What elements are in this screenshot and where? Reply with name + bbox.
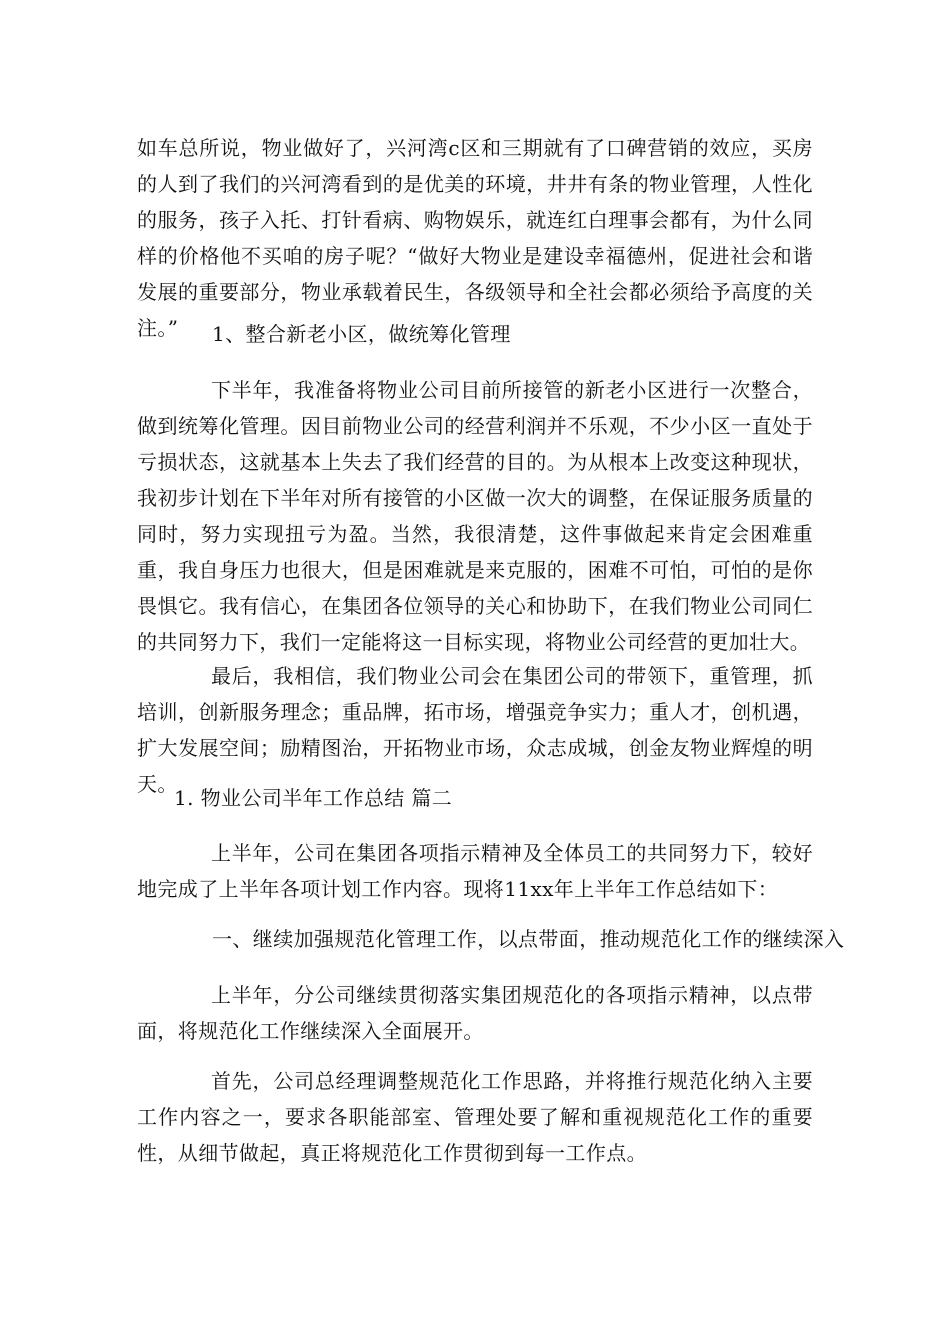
article-title-part-two: 1. 物业公司半年工作总结 篇二 [174, 786, 453, 810]
paragraph-first-half-summary: 上半年，公司在集团各项指示精神及全体员工的共同努力下，较好地完成了上半年各项计划工作内容。现将11xx年上半年工作总结如下： [137, 841, 813, 901]
paragraph-first-step: 首先，公司总经理调整规范化工作思路，并将推行规范化纳入主要工作内容之一，要求各职能部室、管理处要了解和重视规范化工作的重要性，从细节做起，真正将规范化工作贯彻到每一工作点。 [137, 1069, 813, 1165]
section-heading-integrate: 1、整合新老小区，做统筹化管理 [212, 322, 511, 346]
paragraph-conclusion: 最后，我相信，我们物业公司会在集团公司的带领下，重管理，抓培训，创新服务理念；重品牌，拓市场，增强竞争实力；重人才，创机遇，扩大发展空间；励精图治，开拓物业市场，众志成城，创金友物业辉煌的明天。 [137, 664, 813, 796]
paragraph-second-half-plan: 下半年，我准备将物业公司目前所接管的新老小区进行一次整合，做到统筹化管理。因目前物业公司的经营利润并不乐观，不少小区一直处于亏损状态，这就基本上失去了我们经营的目的。为从根本上改变这种现状，我初步计划在下半年对所有接管的小区做一次大的调整，在保证服务质量的同时，努力实现扭亏为盈。当然，我很清楚，这件事做起来肯定会困难重重，我自身压力也很大，但是困难就是来克服的，困难不可怕，可怕的是你畏惧它。我有信心，在集团各位领导的关心和协助下，在我们物业公司同仁的共同努力下，我们一定能将这一目标实现，将物业公司经营的更加壮大。 [137, 378, 813, 654]
paragraph-standardization-intro: 上半年，分公司继续贯彻落实集团规范化的各项指示精神，以点带面，将规范化工作继续深入全面展开。 [137, 983, 813, 1043]
paragraph-intro-quote: 如车总所说，物业做好了，兴河湾c区和三期就有了口碑营销的效应，买房的人到了我们的兴河湾看到的是优美的环境，井井有条的物业管理，人性化的服务，孩子入托、打针看病、购物娱乐，就连红白理事会都有，为什么同样的价格他不买咱的房子呢？“做好大物业是建设幸福德州，促进社会和谐发展的重要部分，物业承载着民生，各级领导和全社会都必须给予高度的关注。” [137, 136, 813, 340]
section-heading-standardization: 一、继续加强规范化管理工作，以点带面，推动规范化工作的继续深入 [212, 927, 845, 951]
